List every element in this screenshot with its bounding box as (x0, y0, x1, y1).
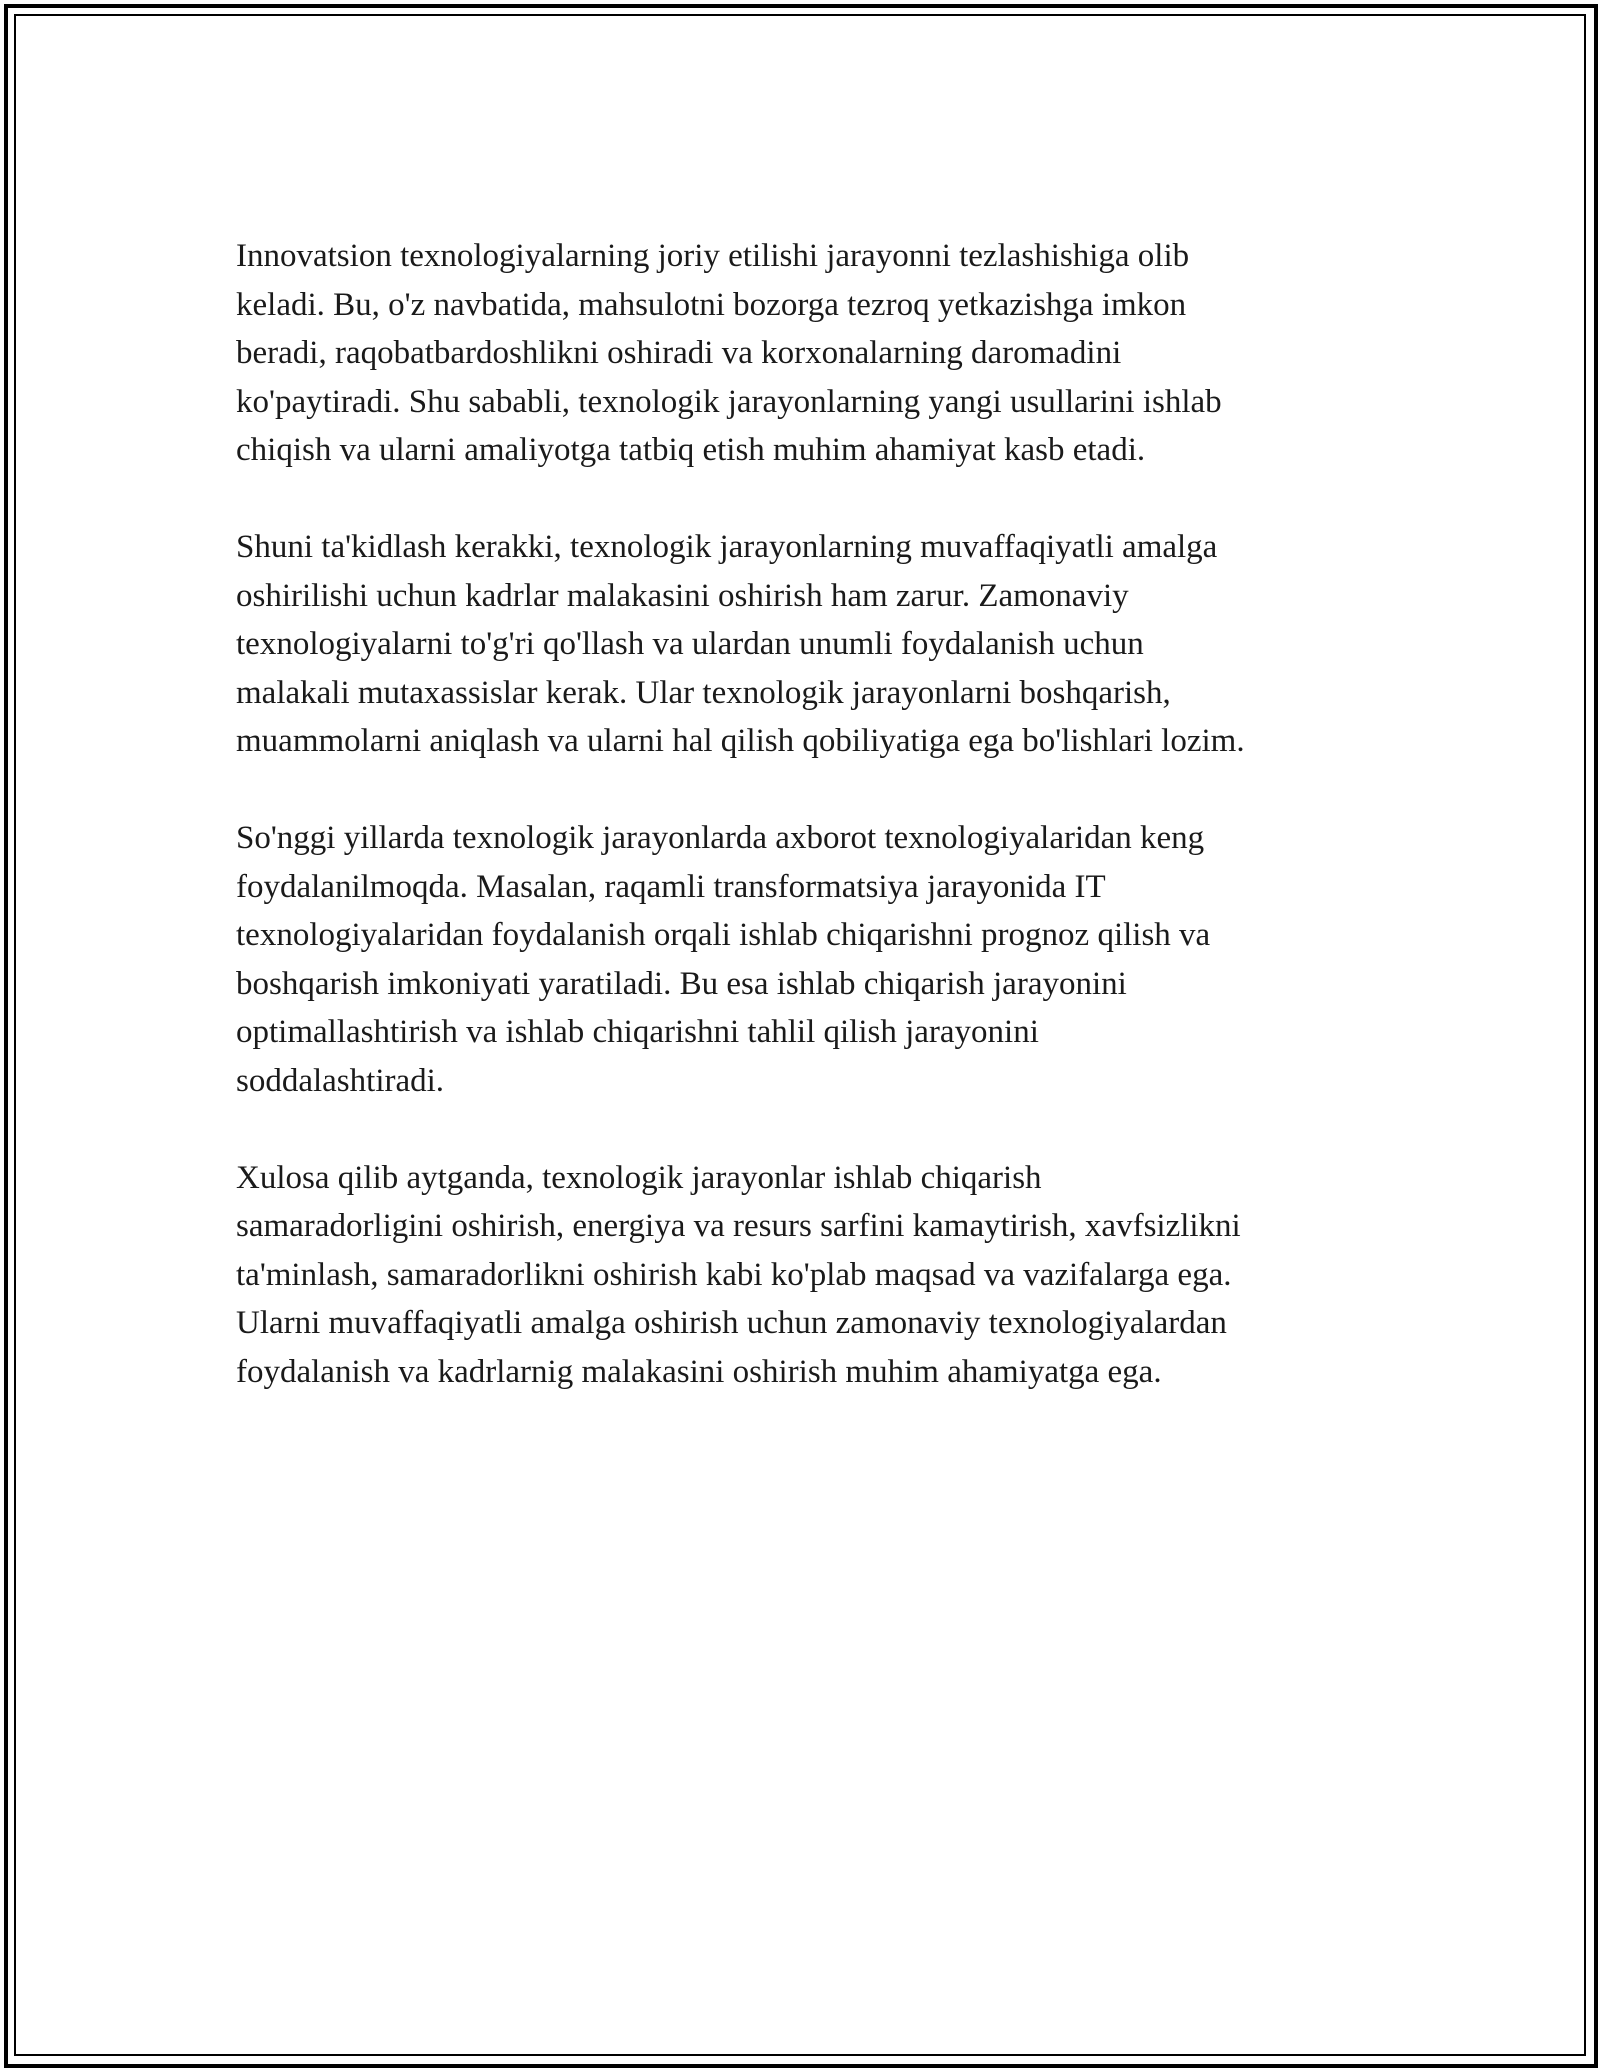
paragraph-innovation (236, 232, 1386, 475)
text-line: oshirilishi uchun kadrlar malakasini oshirish ham zarur. Zamonaviy (236, 577, 1129, 614)
text-line: Xulosa qilib aytganda, texnologik jarayonlar ishlab chiqarish (236, 1159, 1042, 1196)
text-line: muammolarni aniqlash va ularni hal qilish qobiliyatiga ega bo'lishlari lozim. (236, 723, 1245, 759)
paragraph-information-technology (236, 814, 1386, 1105)
document-body (236, 232, 1386, 1445)
text-line: Shuni ta'kidlash kerakki, texnologik jarayonlarning muvaffaqiyatli amalga (236, 529, 1218, 565)
text-line: Innovatsion texnologiyalarning joriy etilishi jarayonni tezlashishiga olib (236, 238, 1190, 274)
text-line: foydalanish va kadrlarnig malakasini oshirish muhim ahamiyatga ega. (236, 1353, 1162, 1390)
text-line: samaradorligini oshirish, energiya va resurs sarfini kamaytirish, xavfsizlikni (236, 1208, 1241, 1244)
text-line: foydalanilmoqda. Masalan, raqamli transformatsiya jarayonida IT (236, 868, 1106, 905)
text-line: keladi. Bu, o'z navbatida, mahsulotni bozorga tezroq yetkazishga imkon (236, 286, 1187, 323)
paragraph-conclusion (236, 1154, 1386, 1397)
text-line: So'nggi yillarda texnologik jarayonlarda axborot texnologiyalaridan keng (236, 820, 1205, 856)
text-line: texnologiyalarni to'g'ri qo'llash va ulardan unumli foydalanish uchun (236, 626, 1144, 662)
paragraph-staff-qualification (236, 523, 1386, 766)
text-line: malakali mutaxassislar kerak. Ular texnologik jarayonlarni boshqarish, (236, 674, 1171, 711)
text-line: ko'paytiradi. Shu sababli, texnologik jarayonlarning yangi usullarini ishlab (236, 383, 1222, 420)
text-line: ta'minlash, samaradorlikni oshirish kabi ko'plab maqsad va vazifalarga ega. (236, 1256, 1232, 1293)
text-line: soddalashtiradi. (236, 1062, 445, 1099)
text-line: Ularni muvaffaqiyatli amalga oshirish uchun zamonaviy texnologiyalardan (236, 1305, 1227, 1341)
text-line: optimallashtirish va ishlab chiqarishni tahlil qilish jarayonini (236, 1014, 1039, 1050)
text-line: boshqarish imkoniyati yaratiladi. Bu esa ishlab chiqarish jarayonini (236, 965, 1127, 1002)
text-line: beradi, raqobatbardoshlikni oshiradi va korxonalarning daromadini (236, 335, 1122, 371)
text-line: chiqish va ularni amaliyotga tatbiq etish muhim ahamiyat kasb etadi. (236, 432, 1146, 468)
text-line: texnologiyalaridan foydalanish orqali ishlab chiqarishni prognoz qilish va (236, 917, 1211, 953)
